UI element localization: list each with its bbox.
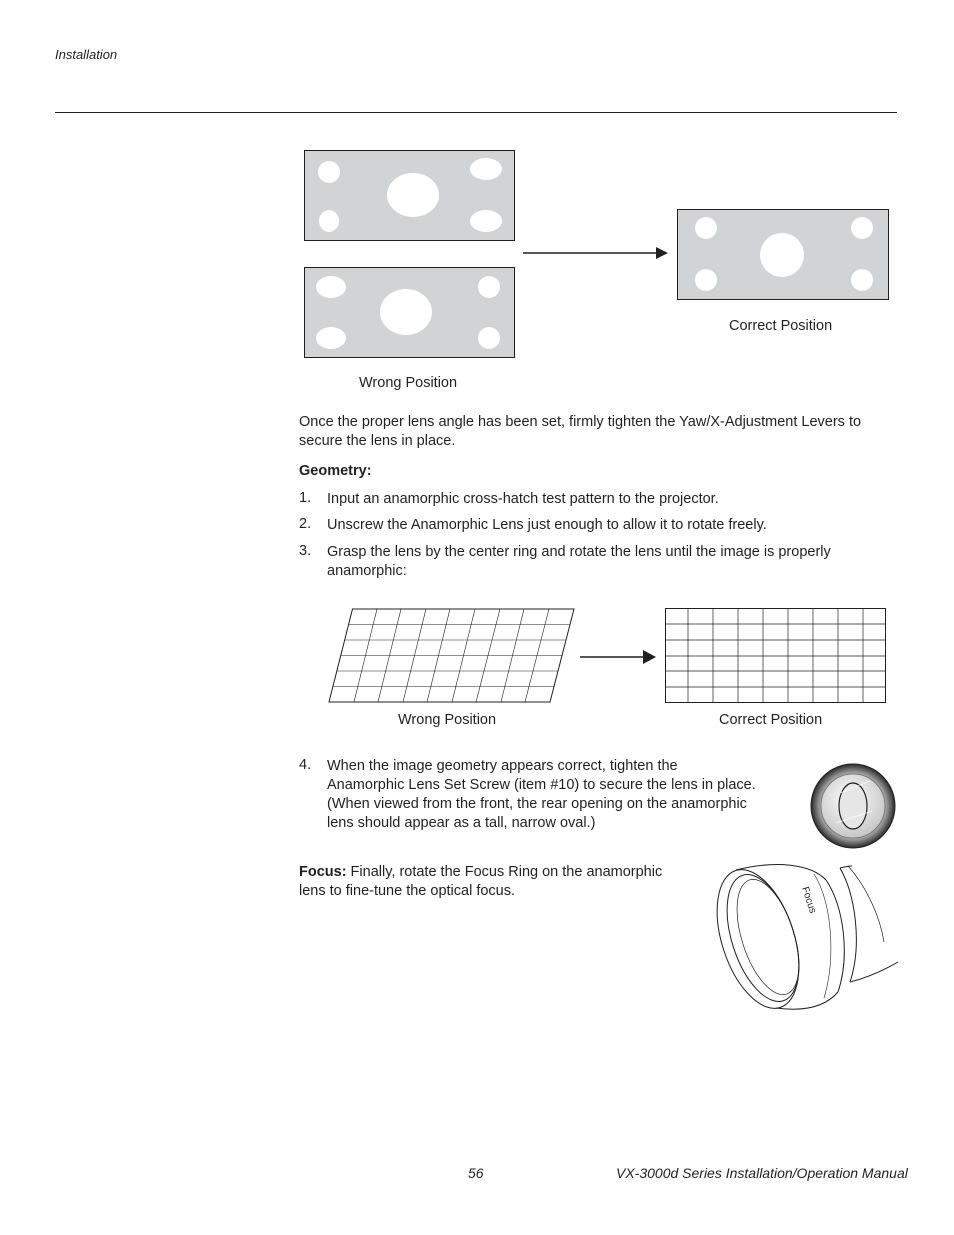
figure1-correct-caption: Correct Position: [729, 318, 833, 334]
focus-text: Finally, rotate the Focus Ring on the anamorphic: [346, 864, 663, 880]
focus-ring-lens-icon: [716, 866, 900, 1014]
step-2-text: Unscrew the Anamorphic Lens just enough to allow it to rotate freely.: [327, 517, 767, 533]
step-4-text-line-3: (When viewed from the front, the rear opening on the anamorphic: [327, 796, 747, 812]
wrong-position-crosshatch: [328, 608, 576, 704]
step-3-number: 3.: [299, 543, 312, 559]
correct-position-screen: [677, 209, 889, 300]
wrong-position-screen-top: [304, 150, 515, 241]
step-4-text-line-1: When the image geometry appears correct, tighten the: [327, 758, 678, 774]
correct-position-crosshatch: [665, 608, 887, 704]
manual-title: VX-3000d Series Installation/Operation Manual: [616, 1165, 908, 1181]
intro-paragraph-line-2: secure the lens in place.: [299, 433, 456, 449]
wrong-position-screen-bottom: [304, 267, 515, 358]
arrow-icon: [522, 244, 670, 262]
header-rule: [55, 112, 897, 113]
step-3-text-line-1: Grasp the lens by the center ring and rotate the lens until the image is properly: [327, 544, 831, 560]
geometry-heading: Geometry:: [299, 463, 372, 479]
step-2-number: 2.: [299, 516, 312, 532]
page-number: 56: [468, 1165, 484, 1181]
focus-paragraph-line-2: lens to fine-tune the optical focus.: [299, 883, 516, 899]
step-4-number: 4.: [299, 757, 312, 773]
intro-paragraph-line-1: Once the proper lens angle has been set, firmly tighten the Yaw/X-Adjustment Levers to: [299, 414, 862, 430]
focus-ring-label: Focus: [799, 885, 819, 915]
step-4-text-line-4: lens should appear as a tall, narrow oval.): [327, 815, 596, 831]
step-3-text-line-2: anamorphic:: [327, 563, 407, 579]
arrow-icon: [579, 648, 659, 666]
step-1-text: Input an anamorphic cross-hatch test pattern to the projector.: [327, 491, 719, 507]
figure1-wrong-caption: Wrong Position: [359, 375, 458, 391]
step-1-number: 1.: [299, 490, 312, 506]
focus-paragraph-line-1: [299, 863, 662, 883]
figure2-correct-caption: Correct Position: [719, 712, 823, 728]
running-header: Installation: [55, 47, 118, 62]
step-4-text-line-2: Anamorphic Lens Set Screw (item #10) to secure the lens in place.: [327, 777, 756, 793]
lens-rear-opening-icon: [810, 763, 896, 849]
figure2-wrong-caption: Wrong Position: [398, 712, 497, 728]
focus-label: Focus:: [299, 864, 347, 880]
